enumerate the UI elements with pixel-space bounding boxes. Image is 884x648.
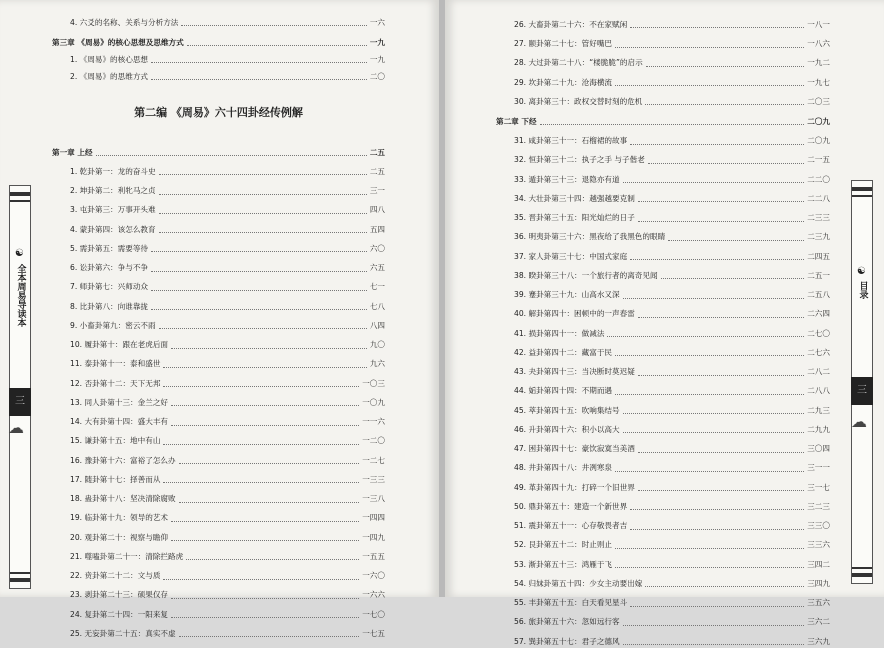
toc-entry-label: 1. 《周易》的核心思想	[70, 54, 149, 64]
toc-page-number: 一三八	[362, 494, 385, 504]
leader-dots	[638, 375, 804, 376]
toc-entry-label: 43. 夬卦第四十三：当决断时莫迟疑	[514, 367, 635, 377]
toc-entry-label: 55. 丰卦第五十五：白天看见星斗	[514, 598, 628, 608]
toc-page-number: 五四	[369, 224, 385, 234]
toc-entry[interactable]	[496, 282, 830, 301]
leader-dots	[159, 232, 367, 233]
toc-page-number: 三三〇	[807, 521, 830, 531]
toc-entry[interactable]	[496, 244, 830, 263]
toc-page-number: 三一一	[807, 463, 830, 473]
leader-dots	[171, 521, 359, 522]
toc-page-number: 一六〇	[362, 571, 385, 581]
toc-page-number: 三五六	[807, 598, 830, 608]
toc-page-number: 二五	[369, 147, 385, 157]
leader-dots	[623, 298, 805, 299]
leader-dots	[630, 259, 804, 260]
toc-chapter[interactable]	[52, 29, 385, 49]
toc-page-number: 一九	[369, 37, 385, 47]
toc-page-number: 一三三	[362, 474, 385, 484]
toc-page-number: 一八一	[807, 19, 830, 29]
leader-dots	[630, 509, 804, 510]
leader-dots	[163, 444, 359, 445]
leader-dots	[151, 251, 367, 252]
toc-page-number: 二四五	[807, 251, 830, 261]
toc-entry-label: 11. 泰卦第十一：泰和盛世	[70, 359, 161, 369]
leader-dots	[668, 240, 804, 241]
leader-dots	[638, 221, 804, 222]
toc-entry[interactable]	[496, 513, 830, 532]
toc-entry-label: 26. 大畜卦第二十六：不在家赋闲	[514, 19, 628, 29]
toc-entry[interactable]	[496, 340, 830, 359]
chapter-mark: 三	[851, 377, 873, 405]
toc-entry-label: 50. 鼎卦第五十：建造一个新世界	[514, 501, 628, 511]
leader-dots	[151, 79, 367, 80]
toc-entry[interactable]	[496, 31, 830, 50]
toc-chapter-label: 第二章 下经	[496, 116, 537, 126]
toc-entry[interactable]	[496, 89, 830, 108]
toc-page-number: 二二〇	[807, 174, 830, 184]
toc-entry[interactable]	[496, 533, 830, 552]
toc-entry[interactable]	[52, 275, 385, 294]
toc-entry-label: 47. 困卦第四十七：豪饮寂寞当美酒	[514, 444, 635, 454]
toc-page-number: 三一	[369, 186, 385, 196]
section-title-vertical	[852, 281, 872, 303]
toc-entry-label: 15. 谦卦第十五：地中有山	[70, 436, 161, 446]
toc-entry-label: 57. 巽卦第五十七：君子之德风	[514, 636, 620, 646]
toc-entry-label: 21. 噬嗑卦第二十一：清除拦路虎	[70, 551, 184, 561]
leader-dots	[630, 606, 804, 607]
leader-dots	[630, 144, 804, 145]
toc-entry-label: 22. 贲卦第二十二：文与质	[70, 571, 161, 581]
leader-dots	[615, 394, 804, 395]
toc-page-number: 三六二	[807, 617, 830, 627]
toc-entry[interactable]	[496, 148, 830, 167]
tab-rule	[852, 573, 872, 577]
toc-entry-label: 27. 颐卦第二十七：管好嘴巴	[514, 39, 613, 49]
toc-page-number: 一四九	[362, 532, 385, 542]
toc-entry[interactable]	[52, 602, 385, 621]
toc-page-number: 二三三	[807, 213, 830, 223]
toc-entry-label: 33. 遁卦第三十三：退隐亦有道	[514, 174, 620, 184]
toc-entry[interactable]	[496, 456, 830, 475]
toc-entry-label: 46. 升卦第四十六：积小以高大	[514, 424, 620, 434]
toc-page-number: 二九九	[807, 424, 830, 434]
toc-entry-label: 4. 六爻的名称、关系与分析方法	[70, 17, 179, 27]
right-toc	[496, 12, 830, 648]
chapter-mark: 三	[9, 388, 31, 416]
toc-chapter-label: 第一章 上经	[52, 147, 93, 157]
book-title-text: 全本周易导读本	[15, 264, 26, 327]
toc-entry-label: 54. 归妹卦第五十四：少女主动要出嫁	[514, 578, 643, 588]
leader-dots	[648, 163, 804, 164]
leader-dots	[638, 452, 804, 453]
toc-entry-label: 49. 革卦第四十九：打碎一个旧世界	[514, 482, 635, 492]
tab-rule	[10, 192, 30, 196]
tab-rule	[10, 200, 30, 202]
toc-page-number: 一七〇	[362, 609, 385, 619]
toc-page-number: 六五	[369, 263, 385, 273]
yin-yang-icon: ☯	[857, 266, 866, 277]
leader-dots	[159, 194, 367, 195]
leader-dots	[171, 348, 367, 349]
leader-dots	[179, 636, 360, 637]
toc-entry[interactable]	[52, 313, 385, 332]
toc-entry[interactable]	[496, 186, 830, 205]
toc-entry[interactable]	[52, 506, 385, 525]
toc-page-number: 六〇	[369, 243, 385, 253]
leader-dots	[607, 336, 804, 337]
toc-entry-label: 23. 剥卦第二十三：硕果仅存	[70, 590, 169, 600]
leader-dots	[615, 47, 804, 48]
leader-dots	[151, 271, 367, 272]
toc-entry[interactable]	[496, 51, 830, 70]
toc-entry[interactable]	[496, 225, 830, 244]
toc-entry-label: 51. 震卦第五十一：心存敬畏者吉	[514, 521, 628, 531]
cloud-ornament-icon: ☁	[8, 418, 24, 437]
leader-dots	[615, 567, 804, 568]
leader-dots	[540, 124, 805, 125]
leader-dots	[638, 201, 804, 202]
toc-entry-label: 20. 观卦第二十：视察与瞻仰	[70, 532, 169, 542]
toc-entry-label: 52. 艮卦第五十二：时止则止	[514, 540, 613, 550]
toc-page-number: 二二八	[807, 193, 830, 203]
toc-entry[interactable]	[496, 398, 830, 417]
toc-page-number: 九六	[369, 359, 385, 369]
leader-dots	[623, 432, 805, 433]
leader-dots	[623, 644, 805, 645]
toc-entry-label: 34. 大壮卦第三十四：越强越要克制	[514, 193, 635, 203]
yin-yang-icon: ☯	[15, 248, 24, 259]
toc-entry[interactable]	[496, 70, 830, 89]
leader-dots	[163, 386, 359, 387]
leader-dots	[615, 85, 804, 86]
toc-entry[interactable]	[496, 302, 830, 321]
toc-page-number: 三四二	[807, 559, 830, 569]
leader-dots	[645, 104, 804, 105]
left-toc	[52, 12, 385, 640]
toc-entry-label: 30. 离卦第三十：政权交替时刻的危机	[514, 96, 643, 106]
toc-entry[interactable]	[52, 66, 385, 83]
leader-dots	[661, 278, 805, 279]
toc-page-number: 一二七	[362, 455, 385, 465]
toc-page-number: 七八	[369, 301, 385, 311]
toc-entry-label: 3. 屯卦第三：万事开头难	[70, 205, 156, 215]
leader-dots	[171, 598, 359, 599]
toc-entry[interactable]	[496, 494, 830, 513]
toc-page-number: 三三六	[807, 540, 830, 550]
toc-entry[interactable]	[496, 205, 830, 224]
leader-dots	[151, 309, 367, 310]
toc-entry-label: 36. 明夷卦第三十六：黑夜给了我黑色的眼睛	[514, 232, 666, 242]
toc-page-number: 二六四	[807, 309, 830, 319]
toc-entry-label: 38. 睽卦第三十八：一个旅行者的离奇见闻	[514, 270, 658, 280]
toc-entry[interactable]	[496, 417, 830, 436]
leader-dots	[151, 290, 367, 291]
toc-entry[interactable]	[52, 525, 385, 544]
toc-page-number: 二九三	[807, 405, 830, 415]
toc-entry-label: 29. 坎卦第二十九：沧海横流	[514, 77, 613, 87]
toc-page-number: 二五八	[807, 290, 830, 300]
toc-page-number: 三〇四	[807, 444, 830, 454]
leader-dots	[187, 45, 367, 46]
leader-dots	[638, 317, 804, 318]
toc-page-number: 九〇	[369, 340, 385, 350]
toc-page-number: 二五	[369, 166, 385, 176]
right-entry-list	[496, 128, 830, 648]
toc-page-number: 一一六	[362, 417, 385, 427]
toc-page-number: 二〇三	[807, 96, 830, 106]
toc-entry[interactable]	[52, 544, 385, 563]
toc-chapter[interactable]	[496, 108, 830, 128]
leader-dots	[171, 405, 359, 406]
toc-page-number: 三一七	[807, 482, 830, 492]
cloud-ornament-icon: ☁	[851, 412, 867, 431]
toc-page-number: 二〇九	[807, 116, 830, 126]
toc-entry[interactable]	[52, 198, 385, 217]
leader-dots	[630, 27, 804, 28]
leader-dots	[645, 586, 804, 587]
toc-entry[interactable]	[496, 128, 830, 147]
toc-entry[interactable]	[52, 486, 385, 505]
toc-entry[interactable]	[496, 552, 830, 571]
toc-entry-label: 56. 旅卦第五十六：忽如远行客	[514, 617, 620, 627]
toc-entry[interactable]	[496, 629, 830, 648]
toc-page-number: 二五一	[807, 270, 830, 280]
toc-page-number: 一九	[369, 54, 385, 64]
toc-page-number: 一八六	[807, 39, 830, 49]
leader-dots	[171, 617, 359, 618]
leader-dots	[159, 328, 367, 329]
toc-entry-label: 9. 小畜卦第九：密云不雨	[70, 320, 156, 330]
tab-rule	[852, 187, 872, 191]
toc-page-number: 三二三	[807, 501, 830, 511]
toc-page-number: 一五五	[362, 551, 385, 561]
toc-entry-label: 28. 大过卦第二十八：“楼脆脆”的启示	[514, 58, 643, 68]
toc-page-number: 一六	[369, 17, 385, 27]
toc-entry[interactable]	[496, 12, 830, 31]
book-title-vertical	[10, 264, 30, 331]
toc-entry[interactable]	[52, 448, 385, 467]
toc-entry-label: 10. 履卦第十：跟在老虎后面	[70, 340, 169, 350]
toc-entry[interactable]	[52, 294, 385, 313]
toc-page-number: 二七六	[807, 347, 830, 357]
toc-page-number: 七一	[369, 282, 385, 292]
leader-dots	[163, 579, 359, 580]
leader-dots	[186, 559, 359, 560]
toc-entry-label: 18. 蛊卦第十八：坚决清除腐败	[70, 494, 176, 504]
toc-entry[interactable]	[496, 321, 830, 340]
toc-page-number: 二三九	[807, 232, 830, 242]
leader-dots	[630, 529, 804, 530]
toc-page-number: 二七〇	[807, 328, 830, 338]
toc-entry[interactable]	[52, 563, 385, 582]
toc-page-number: 二八二	[807, 367, 830, 377]
toc-entry-label: 37. 家人卦第三十七：中国式家庭	[514, 251, 628, 261]
toc-entry-label: 12. 否卦第十二：天下无邦	[70, 378, 161, 388]
toc-entry[interactable]	[496, 590, 830, 609]
toc-page-number: 一九七	[807, 77, 830, 87]
toc-entry-label: 13. 同人卦第十三：金兰之好	[70, 397, 169, 407]
toc-entry[interactable]	[52, 332, 385, 351]
toc-entry[interactable]	[52, 352, 385, 371]
toc-entry[interactable]	[496, 436, 830, 455]
toc-page-number: 二〇	[369, 71, 385, 81]
leader-dots	[623, 413, 805, 414]
toc-page-number: 一二〇	[362, 436, 385, 446]
toc-entry-label: 16. 豫卦第十六：富裕了怎么办	[70, 455, 176, 465]
toc-entry[interactable]	[52, 236, 385, 255]
toc-entry-label: 25. 无妄卦第二十五：真实不虚	[70, 628, 176, 638]
toc-page-number: 一四四	[362, 513, 385, 523]
toc-entry[interactable]	[496, 167, 830, 186]
left-side-tab	[9, 185, 31, 589]
toc-page-number: 一九二	[807, 58, 830, 68]
toc-entry[interactable]	[52, 49, 385, 66]
right-side-tab	[851, 180, 873, 584]
leader-dots	[181, 25, 366, 26]
toc-entry-label: 45. 萃卦第四十五：吹响集结号	[514, 405, 620, 415]
toc-page-number: 一〇三	[362, 378, 385, 388]
toc-entry[interactable]	[52, 178, 385, 197]
toc-entry[interactable]	[496, 571, 830, 590]
toc-entry-label: 17. 随卦第十七：择善而从	[70, 474, 161, 484]
toc-entry-label: 44. 姤卦第四十四：不期而遇	[514, 386, 613, 396]
toc-page-number: 一〇九	[362, 397, 385, 407]
toc-entry-label: 48. 井卦第四十八：井冽寒泉	[514, 463, 613, 473]
leader-dots	[615, 548, 804, 549]
toc-entry-label: 40. 解卦第四十：困顿中的一声春雷	[514, 309, 635, 319]
toc-entry[interactable]	[52, 371, 385, 390]
leader-dots	[638, 490, 804, 491]
toc-entry-label: 1. 乾卦第一：龙的奋斗史	[70, 166, 156, 176]
toc-page-number: 八四	[369, 320, 385, 330]
toc-entry[interactable]	[52, 429, 385, 448]
toc-entry-label: 7. 师卦第七：兴师动众	[70, 282, 149, 292]
toc-entry[interactable]	[52, 583, 385, 602]
toc-entry[interactable]	[52, 390, 385, 409]
toc-page-number: 二一五	[807, 155, 830, 165]
toc-entry[interactable]	[496, 359, 830, 378]
toc-page-number: 四八	[369, 205, 385, 215]
leader-dots	[623, 182, 805, 183]
leader-dots	[96, 155, 367, 156]
toc-entry[interactable]	[496, 610, 830, 629]
toc-entry[interactable]	[496, 379, 830, 398]
toc-entry-label: 5. 需卦第五：需要等待	[70, 243, 149, 253]
toc-entry-label: 32. 恒卦第三十二：执子之手 与子偕老	[514, 155, 645, 165]
toc-page-number: 二〇九	[807, 136, 830, 146]
tab-rule	[852, 567, 872, 569]
tab-rule	[10, 572, 30, 574]
toc-entry[interactable]	[496, 263, 830, 282]
leader-dots	[179, 463, 360, 464]
leader-dots	[171, 540, 359, 541]
toc-entry-label: 2. 坤卦第二：利牝马之贞	[70, 186, 156, 196]
leader-dots	[615, 355, 804, 356]
toc-page-number: 一六六	[362, 590, 385, 600]
toc-page-number: 三六九	[807, 636, 830, 646]
toc-entry-label: 31. 咸卦第三十一：石榴裙的故事	[514, 136, 628, 146]
toc-entry-label: 53. 渐卦第五十三：鸿雁于飞	[514, 559, 613, 569]
leader-dots	[623, 625, 805, 626]
leader-dots	[163, 367, 366, 368]
section-title-text: 目录	[857, 281, 868, 299]
toc-entry-label: 39. 蹇卦第三十九：山高水又深	[514, 290, 620, 300]
leader-dots	[179, 502, 360, 503]
toc-entry-label: 35. 晋卦第三十五：阳光灿烂的日子	[514, 213, 635, 223]
toc-chapter[interactable]	[52, 139, 385, 159]
toc-page-number: 一七五	[362, 628, 385, 638]
right-top-entry-list	[496, 12, 830, 108]
toc-entry-label: 24. 复卦第二十四：一阳来复	[70, 609, 169, 619]
leader-dots	[159, 174, 367, 175]
toc-entry[interactable]	[52, 255, 385, 274]
leader-dots	[171, 425, 359, 426]
toc-entry[interactable]	[52, 217, 385, 236]
leader-dots	[646, 66, 805, 67]
toc-entry[interactable]	[52, 409, 385, 428]
toc-page-number: 三四九	[807, 578, 830, 588]
toc-entry[interactable]	[52, 621, 385, 640]
toc-entry[interactable]	[52, 12, 385, 29]
toc-chapter-label: 第三章 《周易》的核心思想及思维方式	[52, 37, 184, 47]
toc-entry-label: 2. 《周易》的思维方式	[70, 71, 149, 81]
leader-dots	[159, 213, 367, 214]
toc-entry-label: 41. 损卦第四十一：做减法	[514, 328, 605, 338]
toc-entry[interactable]	[496, 475, 830, 494]
toc-entry-label: 8. 比卦第八：向谁靠拢	[70, 301, 149, 311]
toc-page-number: 二八八	[807, 386, 830, 396]
toc-entry-label: 14. 大有卦第十四：盛大丰有	[70, 417, 169, 427]
toc-entry-label: 6. 讼卦第六：争与不争	[70, 263, 149, 273]
toc-entry-label: 19. 临卦第十九：领导的艺术	[70, 513, 169, 523]
tab-rule	[852, 195, 872, 197]
leader-dots	[615, 471, 804, 472]
leader-dots	[151, 62, 367, 63]
part-title: 第二编 《周易》六十四卦经传例解	[134, 106, 303, 119]
toc-entry[interactable]	[52, 467, 385, 486]
tab-rule	[10, 578, 30, 582]
leader-dots	[163, 482, 359, 483]
left-entry-list	[52, 159, 385, 640]
toc-entry[interactable]	[52, 159, 385, 178]
toc-entry-label: 42. 益卦第四十二：藏富于民	[514, 347, 613, 357]
toc-entry-label: 4. 蒙卦第四：该怎么教育	[70, 224, 156, 234]
